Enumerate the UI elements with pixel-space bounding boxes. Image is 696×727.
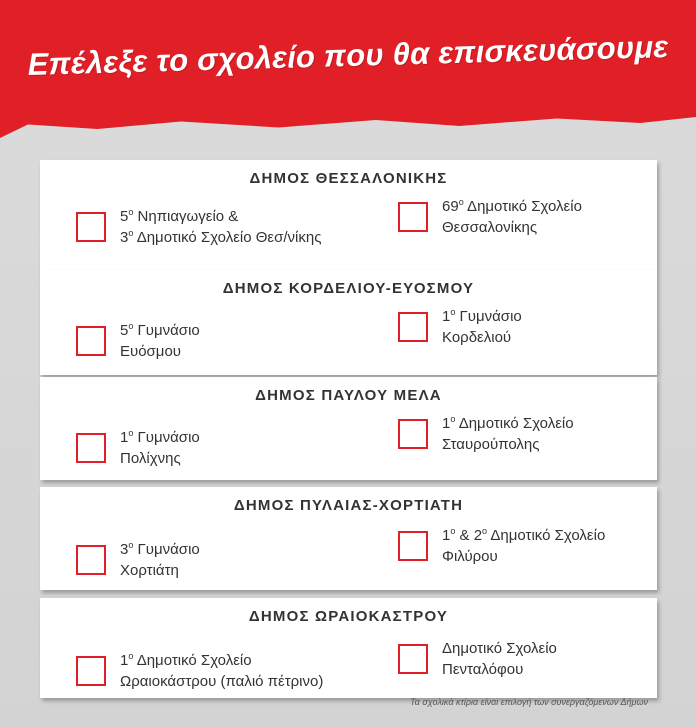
school-option[interactable] [76,320,200,362]
school-label: $1^o$ & $2^o$ Δημοτικό Σχολείο Φιλύρου [442,526,606,565]
school-option[interactable] [398,525,605,567]
school-label: Δημοτικό Σχολείο Πενταλόφου [442,640,557,678]
school-option[interactable] [76,539,200,581]
municipality-name: ΔΗΜΟΣ ΩΡΑΙΟΚΑΣΤΡΟΥ [248,608,449,625]
school-option[interactable] [398,413,574,455]
municipality-card [40,160,657,270]
school-checkbox[interactable] [398,312,428,342]
school-checkbox[interactable] [398,644,428,674]
school-checkbox[interactable] [76,656,106,686]
footnote: Τα σχολικά κτίρια είναι επιλογή των συνεργαζόμενων Δήμων [410,697,648,707]
school-checkbox[interactable] [398,202,428,232]
school-label: $1^o$ Γυμνάσιο Κορδελιού [442,307,522,346]
school-label: $3^o$ Γυμνάσιο Χορτιάτη [120,540,200,579]
school-label: $1^o$ Γυμνάσιο Πολίχνης [120,428,200,467]
municipality-name: ΔΗΜΟΣ ΠΥΛΑΙΑΣ-ΧΟΡΤΙΑΤΗ [233,497,464,514]
school-checkbox[interactable] [398,531,428,561]
school-label: $69^o$ Δημοτικό Σχολείο Θεσσαλονίκης [442,197,582,236]
school-option[interactable] [76,206,321,248]
municipality-card [40,598,657,698]
school-option[interactable] [398,196,582,238]
footnote-mark: * [652,686,658,702]
municipality-name: ΔΗΜΟΣ ΚΟΡΔΕΛΙΟΥ-ΕΥΟΣΜΟΥ [222,280,475,297]
school-option[interactable] [398,638,557,680]
school-checkbox[interactable] [76,212,106,242]
municipality-name: ΔΗΜΟΣ ΠΑΥΛΟΥ ΜΕΛΑ [255,387,442,404]
school-option[interactable] [398,306,522,348]
school-label: $1^o$ Δημοτικό Σχολείο Σταυρούπολης [442,414,574,453]
school-label: $5^o$ Νηπιαγωγείο & $3^o$ Δημοτικό Σχολείο Θεσ/νίκης [120,207,322,246]
municipality-name: ΔΗΜΟΣ ΘΕΣΣΑΛΟΝΙΚΗΣ [249,170,448,187]
school-checkbox[interactable] [76,433,106,463]
school-checkbox[interactable] [76,545,106,575]
municipality-card [40,377,657,480]
page-title: Επέλεξε το σχολείο που θα επισκευάσουμε [27,29,669,82]
school-label: $1^o$ Δημοτικό Σχολείο Ωραιοκάστρου (παλιό πέτρινο) [120,651,324,690]
school-option[interactable] [76,427,200,469]
municipality-card [40,487,657,590]
school-checkbox[interactable] [398,419,428,449]
school-option[interactable] [76,650,323,692]
school-label: $5^o$ Γυμνάσιο Ευόσμου [120,321,200,360]
school-checkbox[interactable] [76,326,106,356]
municipality-card [40,270,657,375]
